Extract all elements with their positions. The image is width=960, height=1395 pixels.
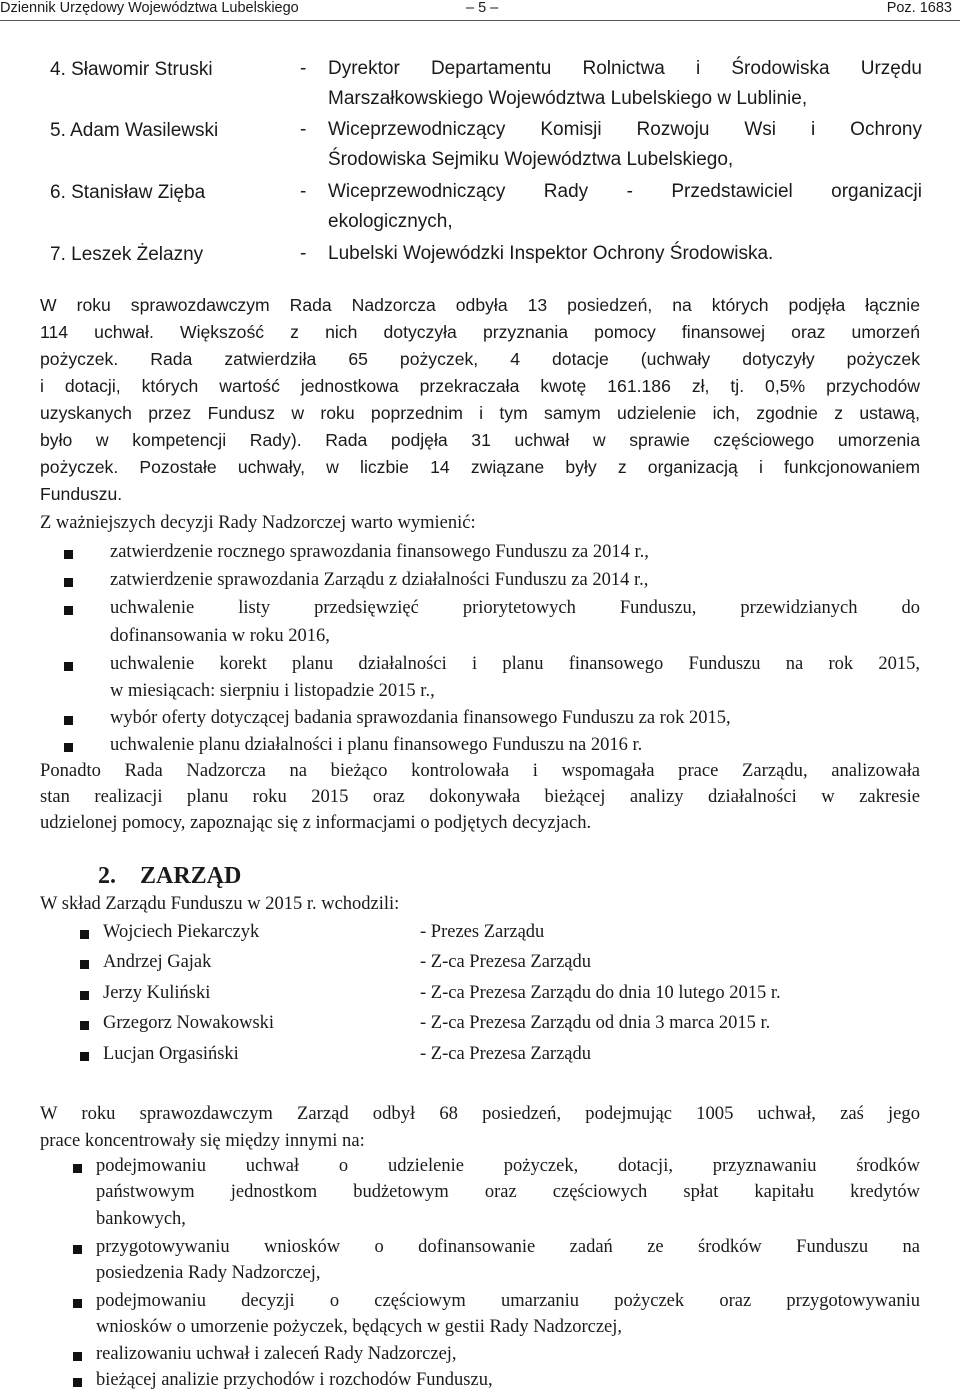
decision-item: zatwierdzenie rocznego sprawozdania finansowego Funduszu za 2014 r., [110,542,649,562]
bullet-square-icon [73,1378,82,1387]
decision-item: zatwierdzenie sprawozdania Zarządu z działalności Funduszu za 2014 r., [110,570,649,590]
member-name: 7. Leszek Żelazny [50,244,204,265]
bullet-square-icon [80,991,89,1000]
paragraph-line: i dotacji, których wartość jednostkowa przekraczała kwotę 161.186 zł, tj. 0,5% przychodów [40,376,920,396]
page-number: – 5 – [466,0,499,16]
board-intro: W skład Zarządu Funduszu w 2015 r. wchodzili: [40,894,400,914]
bullet-square-icon [80,960,89,969]
decision-item: uchwalenie korekt planu działalności i planu finansowego Funduszu na rok 2015, [110,654,920,674]
work-item-cont: państwowym jednostkom budżetowym oraz częściowych spłat kapitału kredytów [96,1182,920,1202]
member-role: Wiceprzewodniczący Rady - Przedstawiciel organizacji [328,181,922,202]
bullet-square-icon [80,1052,89,1061]
member-role: Lubelski Wojewódzki Inspektor Ochrony Środowiska. [328,243,774,264]
paragraph-line: było w kompetencji Rady). Rada podjęła 31 uchwał w sprawie częściowego umorzenia [40,430,920,450]
bullet-square-icon [64,578,73,587]
member-role: Środowiska Sejmiku Województwa Lubelskiego, [328,149,734,170]
work-item: realizowaniu uchwał i zaleceń Rady Nadzorczej, [96,1344,457,1364]
bullet-square-icon [80,1021,89,1030]
bullet-square-icon [80,930,89,939]
decisions-intro: Z ważniejszych decyzji Rady Nadzorczej warto wymienić: [40,513,476,533]
journal-title: Dziennik Urzędowy Województwa Lubelskiego [0,0,299,16]
member-dash: - [300,181,307,202]
member-name: 4. Sławomir Struski [50,59,213,80]
paragraph-line: stan realizacji planu roku 2015 oraz dokonywała bieżącej analizy działalności w zakresie [40,786,920,807]
work-item: przygotowywaniu wniosków o dofinansowanie zadań ze środków Funduszu na [96,1237,920,1257]
board-member-role: - Z-ca Prezesa Zarządu od dnia 3 marca 2015 r. [420,1013,771,1033]
member-name: 6. Stanisław Zięba [50,182,206,203]
work-item: bieżącej analizie przychodów i rozchodów Funduszu, [96,1370,493,1390]
member-role: Wiceprzewodniczący Komisji Rozwoju Wsi i Ochrony [328,119,922,140]
bullet-square-icon [64,550,73,559]
board-member-role: - Prezes Zarządu [420,922,545,942]
board-member-name: Andrzej Gajak [103,952,212,972]
bullet-square-icon [73,1299,82,1308]
paragraph-line: Ponadto Rada Nadzorcza na bieżąco kontrolowała i wspomagała prace Zarządu, analizowała [40,760,920,781]
board-work-line: prace koncentrowały się między innymi na: [40,1130,365,1151]
paragraph-line: Funduszu. [40,484,123,504]
work-item-cont: bankowych, [96,1209,186,1229]
board-member-role: - Z-ca Prezesa Zarządu [420,952,592,972]
member-name: 5. Adam Wasilewski [50,120,219,141]
bullet-square-icon [64,606,73,615]
bullet-square-icon [64,716,73,725]
bullet-square-icon [64,662,73,671]
decision-item-cont: dofinansowania w roku 2016, [110,626,330,646]
board-member-name: Wojciech Piekarczyk [103,922,260,942]
decision-item: uchwalenie listy przedsięwzięć priorytetowych Funduszu, przewidzianych do [110,598,920,618]
board-work-line: W roku sprawozdawczym Zarząd odbył 68 posiedzeń, podejmując 1005 uchwał, zaś jego [40,1103,920,1124]
member-role: Dyrektor Departamentu Rolnictwa i Środowiska Urzędu [328,58,922,79]
member-role: Marszałkowskiego Województwa Lubelskiego w Lublinie, [328,88,808,109]
member-dash: - [300,243,307,264]
decision-item: uchwalenie planu działalności i planu finansowego Funduszu na 2016 r. [110,735,643,755]
section-title: ZARZĄD [140,863,242,889]
decision-item: wybór oferty dotyczącej badania sprawozdania finansowego Funduszu za rok 2015, [110,708,731,728]
paragraph-line: pożyczek. Rada zatwierdziła 65 pożyczek, 4 dotacje (uchwały dotyczyły pożyczek [40,349,920,369]
member-role: ekologicznych, [328,211,453,232]
work-item: podejmowaniu uchwał o udzielenie pożyczek, dotacji, przyznawaniu środków [96,1156,920,1176]
bullet-square-icon [73,1164,82,1173]
board-member-name: Grzegorz Nowakowski [103,1013,275,1033]
paragraph-line: udzielonej pomocy, zapoznając się z informacjami o podjętych decyzjach. [40,812,592,833]
paragraph-line: 114 uchwał. Większość z nich dotyczyła przyznania pomocy finansowej oraz umorzeń [40,322,920,342]
position-number: Poz. 1683 [886,0,952,16]
board-member-role: - Z-ca Prezesa Zarządu [420,1044,592,1064]
bullet-square-icon [73,1245,82,1254]
board-member-role: - Z-ca Prezesa Zarządu do dnia 10 lutego 2015 r. [420,983,781,1003]
board-member-name: Lucjan Orgasiński [103,1044,239,1064]
section-number: 2. [98,863,116,889]
board-member-name: Jerzy Kuliński [103,983,211,1003]
paragraph-line: uzyskanych przez Fundusz w roku poprzednim i tym samym udzielenie ich, zgodnie z ustawą, [40,403,920,423]
member-dash: - [300,119,307,140]
work-item-cont: posiedzenia Rady Nadzorczej, [96,1263,321,1283]
work-item-cont: wniosków o umorzenie pożyczek, będących w gestii Rady Nadzorczej, [96,1317,623,1337]
paragraph-line: W roku sprawozdawczym Rada Nadzorcza odbyła 13 posiedzeń, na których podjęła łącznie [40,295,920,315]
bullet-square-icon [73,1352,82,1361]
work-item: podejmowaniu decyzji o częściowym umarzaniu pożyczek oraz przygotowywaniu [96,1291,920,1311]
header-rule [0,20,960,21]
bullet-square-icon [64,743,73,752]
member-dash: - [300,58,307,79]
paragraph-line: pożyczek. Pozostałe uchwały, w liczbie 14 związane były z organizacją i funkcjonowaniem [40,457,920,477]
decision-item-cont: w miesiącach: sierpniu i listopadzie 2015 r., [110,681,435,701]
